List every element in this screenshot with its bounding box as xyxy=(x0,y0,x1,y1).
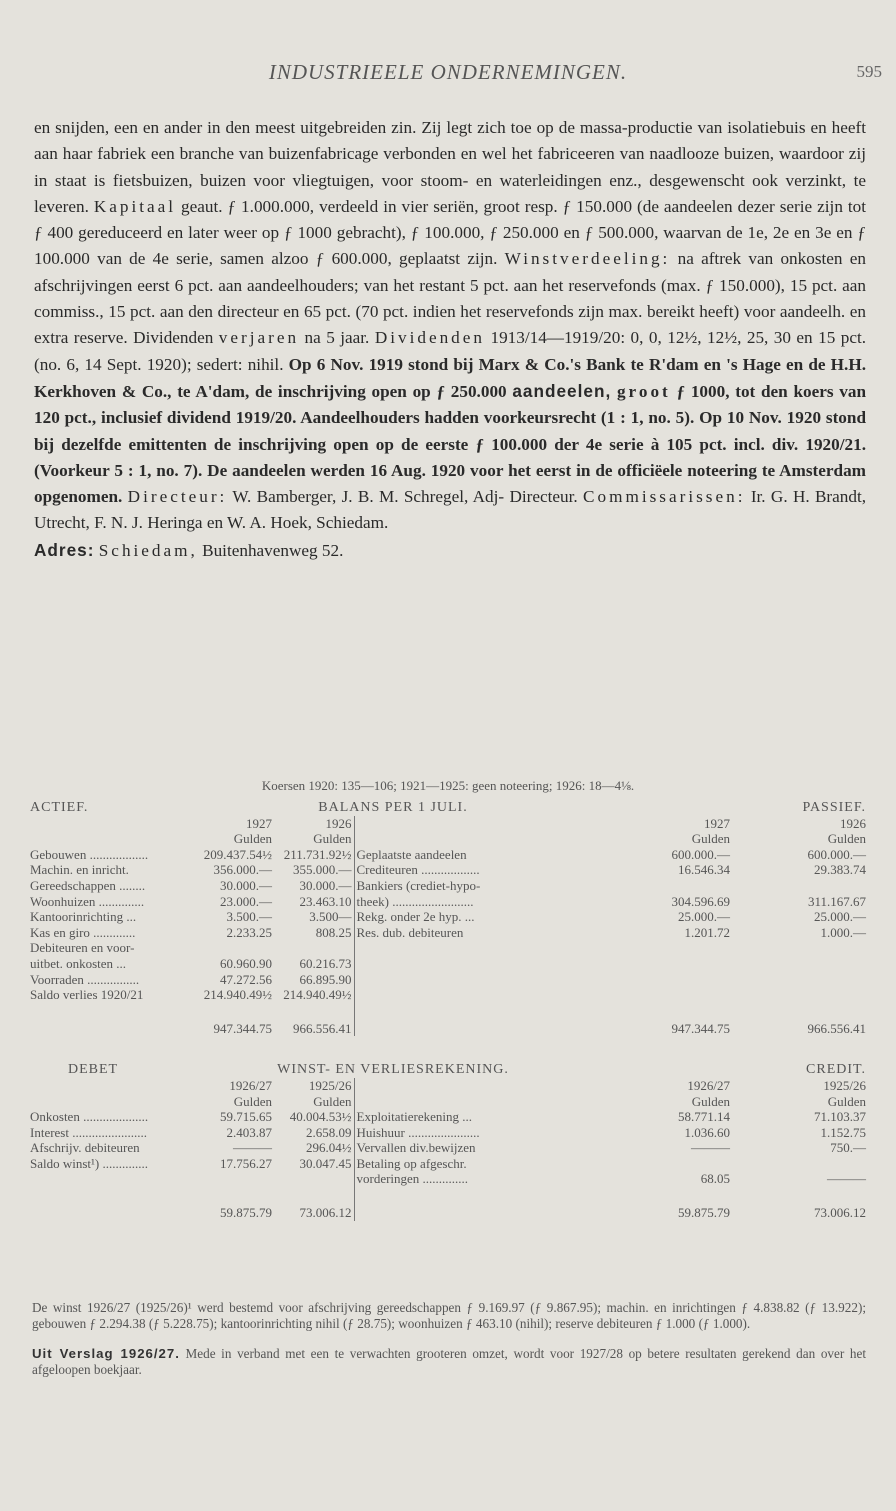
row-value: 16.546.34 xyxy=(678,862,730,878)
company-description xyxy=(34,115,866,564)
row-value xyxy=(732,1156,868,1172)
text-verjaren: na 5 jaar. xyxy=(304,328,370,348)
table-row xyxy=(28,925,868,941)
text-emissie: ƒ 1000, tot den koers van 120 pct., inclusief dividend 1919/20. Aandeelhouders hadden voorkeursrecht (1 : 1, no. 5). Op 10 Nov. 1920 stond bij dezelfde emittenten de inschrijving open op de eerste ƒ 100.000 der 4e serie à 105 pct. incl. div. 1920/21. (Voorkeur 5 : 1, no. 7). De aandeelen werden 16 Aug. 1920 voor het eerst in de officiëele noteering te Amsterdam opgenomen. xyxy=(34,381,867,507)
row-label: vorderingen .............. xyxy=(354,1171,590,1187)
row-label: Betaling op afgeschr. xyxy=(354,1156,590,1172)
row-value: 1.152.75 xyxy=(820,1124,867,1140)
row-label: Kas en giro ............. xyxy=(30,924,136,940)
text-intro: en snijden, een en ander in den meest uitgebreiden zin. Zij legt zich toe op de massa-productie van isolatiebuis en heeft aan haar fabriek een branche van buizenfabricage verbonden en wel het fabriceeren van naadlooze buizen, waardoor zij in staat is fietsbuizen, buizen voor vliegtuigen, voor stoom- en waterleidingen enz., desgewenscht ook verzinkt, te leveren. xyxy=(34,118,866,216)
label-winstverdeeling: Winstverdeeling: xyxy=(504,249,671,269)
year-row xyxy=(28,816,868,832)
label-dividenden: Dividenden xyxy=(374,328,486,348)
row-label: Voorraden ................ xyxy=(30,971,140,987)
table-row xyxy=(28,1156,868,1172)
total-value: 966.556.41 xyxy=(807,1020,866,1036)
label-directeur: Directeur: xyxy=(127,487,228,507)
financial-tables xyxy=(28,778,868,1221)
verslag-label: Uit Verslag 1926/27. xyxy=(32,1346,180,1361)
row-label: Afschrijv. debiteuren xyxy=(30,1140,140,1156)
unit-label: Gulden xyxy=(313,831,352,847)
unit-label: Gulden xyxy=(827,1093,867,1109)
row-label: Vervallen div.bewijzen xyxy=(354,1140,590,1156)
row-value: 30.047.45 xyxy=(299,1155,352,1171)
row-value: 750.— xyxy=(830,1140,867,1156)
row-label: uitbet. onkosten ... xyxy=(30,955,127,971)
total-value: 947.344.75 xyxy=(213,1020,272,1036)
year-b: 1926 xyxy=(325,815,352,831)
table-row xyxy=(28,862,868,878)
row-value: 60.960.90 xyxy=(220,955,272,971)
year-a: 1927 xyxy=(704,815,730,831)
row-value xyxy=(274,940,354,956)
row-label: Crediteuren .................. xyxy=(354,862,590,878)
table-row xyxy=(28,956,868,972)
row-value: 600.000.— xyxy=(671,846,730,862)
label-verjaren: verjaren xyxy=(218,328,300,348)
table-title-row xyxy=(28,1062,868,1078)
unit-label: Gulden xyxy=(233,1093,272,1109)
unit-label: Gulden xyxy=(313,1093,352,1109)
year-a: 1927 xyxy=(246,815,272,831)
text-winstverdeeling: na aftrek van onkosten en afschrijvingen eerst 6 pct. aan aandeelhouders; van het restant 5 pct. aan het reservefonds (max. ƒ 150.000), 15 pct. aan commiss., 15 pct. aan den directeur en 65 pct. (70 pct. indien het reservefonds zijn max. bereikt heeft) voor aandeelh. en extra reserve. Dividenden xyxy=(34,249,866,348)
row-value: 1.201.72 xyxy=(684,924,730,940)
row-label: Gebouwen .................. xyxy=(30,846,149,862)
row-label: Debiteuren en voor- xyxy=(30,940,135,956)
total-value: 947.344.75 xyxy=(671,1020,730,1036)
row-label: Gereedschappen ........ xyxy=(30,877,146,893)
row-value: 59.715.65 xyxy=(220,1109,272,1125)
row-label: Kantoorinrichting ... xyxy=(30,909,137,925)
balans-title: BALANS PER 1 JULI. xyxy=(318,800,468,815)
row-value xyxy=(590,878,732,894)
row-label: Saldo verlies 1920/21 xyxy=(30,987,144,1003)
total-value: 73.006.12 xyxy=(814,1205,867,1221)
text-inschrijving: Op 6 Nov. 1919 stond bij Marx & Co.'s Bank te R'dam en 's Hage en de H.H. Kerkhoven & Co., te A'dam, de inschrijving open op ƒ 250.000 xyxy=(34,354,867,401)
row-value: 30.000.— xyxy=(220,877,272,893)
label-adres: Adres: xyxy=(34,539,95,560)
year-b: 1925/26 xyxy=(308,1077,352,1093)
unit-label: Gulden xyxy=(691,1093,731,1109)
running-title: INDUSTRIEELE ONDERNEMINGEN. xyxy=(268,60,628,84)
row-label: Woonhuizen .............. xyxy=(30,893,145,909)
total-value: 966.556.41 xyxy=(293,1020,352,1036)
row-value: 23.463.10 xyxy=(299,893,352,909)
row-label: Onkosten .................... xyxy=(30,1109,149,1125)
row-value: 58.771.14 xyxy=(678,1109,731,1125)
row-value: 214.940.49½ xyxy=(203,987,272,1003)
row-label: Res. dub. debiteuren xyxy=(354,925,590,941)
winst-right-title: CREDIT. xyxy=(806,1062,867,1078)
row-value: 600.000.— xyxy=(807,846,866,862)
table-row xyxy=(28,972,868,988)
row-label: Huishuur ...................... xyxy=(354,1125,590,1141)
footnote: De winst 1926/27 (1925/26)¹ werd bestemd voor afschrijving gereedschappen ƒ 9.169.97 (ƒ 9.867.95); machin. en inrichtingen ƒ 4.838.82 (ƒ 13.922); gebouwen ƒ 2.294.38 (ƒ 5.228.75); kantoorinrichting nihil (ƒ 28.75); woonhuizen ƒ 463.10 (nihil); reserve debiteuren ƒ 1.000 (ƒ 1.000). xyxy=(32,1300,866,1331)
row-value: 66.895.90 xyxy=(299,971,352,987)
winst-left-title: DEBET xyxy=(68,1062,119,1078)
row-value: 304.596.69 xyxy=(671,893,730,909)
unit-label: Gulden xyxy=(827,831,866,847)
row-value: 2.233.25 xyxy=(226,924,272,940)
table-row xyxy=(28,878,868,894)
verslag-text: Mede in verband met een te verwachten grooteren omzet, wordt voor 1927/28 op betere resultaten gerekend dan over het afgeloopen boekjaar. xyxy=(32,1346,867,1377)
row-value: 1.036.60 xyxy=(684,1124,731,1140)
text-kapitaal: geaut. ƒ 1.000.000, verdeeld in vier seriën, groot resp. ƒ 150.000 (de aandeelen dezer serie zijn tot ƒ 400 gereduceerd en later weer op ƒ 1000 gebracht), ƒ 100.000, ƒ 250.000 en ƒ 500.000, waarvan de 1e, 2e en 3e en ƒ 100.000 van de 4e serie, samen alzoo ƒ 600.000, geplaatst zijn. xyxy=(34,196,867,269)
table-row xyxy=(28,1171,868,1187)
row-label: Saldo winst¹) .............. xyxy=(30,1155,149,1171)
unit-label: Gulden xyxy=(691,831,730,847)
table-title-row xyxy=(28,800,868,816)
row-label: Rekg. onder 2e hyp. ... xyxy=(354,909,590,925)
row-value: 3.500— xyxy=(309,909,352,925)
row-value: 3.500.— xyxy=(226,909,272,925)
year-a: 1926/27 xyxy=(229,1077,272,1093)
row-value: 30.000.— xyxy=(299,877,352,893)
text-commissarissen: Ir. G. H. Brandt, Utrecht, F. N. J. Heringa en W. A. Hoek, Schiedam. xyxy=(34,487,867,533)
text-adres-city: Schiedam, xyxy=(98,540,198,560)
row-value: 214.940.49½ xyxy=(283,987,352,1003)
row-value: 23.000.— xyxy=(220,893,272,909)
row-value: 1.000.— xyxy=(820,924,866,940)
row-label: Machin. en inricht. xyxy=(30,862,129,878)
text-adres-street: Buitenhavenweg 52. xyxy=(202,540,344,560)
row-value: 47.272.56 xyxy=(220,971,272,987)
winst-title: WINST- EN VERLIESREKENING. xyxy=(277,1062,509,1078)
label-aandeelen: aandeelen, xyxy=(512,380,612,401)
page-number: 595 xyxy=(856,62,882,81)
row-value xyxy=(732,878,868,894)
row-value: 71.103.37 xyxy=(814,1109,867,1125)
unit-row xyxy=(28,831,868,847)
row-value xyxy=(196,940,274,956)
table-row xyxy=(28,940,868,956)
row-value: 25.000.— xyxy=(678,909,730,925)
winst-table xyxy=(28,1062,868,1220)
year-b: 1926 xyxy=(840,815,866,831)
table-row xyxy=(28,987,868,1003)
row-value: 296.04½ xyxy=(306,1140,352,1156)
balans-table xyxy=(28,800,868,1036)
row-value: 211.731.92½ xyxy=(283,846,352,862)
text-dividenden: 1913/14—1919/20: 0, 0, 12½, 12½, 25, 30 en 15 pct. (no. 6, 14 Sept. 1920); sedert: nihil. xyxy=(34,328,867,374)
row-value: 29.383.74 xyxy=(814,862,866,878)
total-row xyxy=(28,1021,868,1037)
table-row xyxy=(28,847,868,863)
verslag-paragraph xyxy=(32,1346,866,1378)
total-value: 59.875.79 xyxy=(678,1205,731,1221)
row-value: 25.000.— xyxy=(814,909,866,925)
row-value: 356.000.— xyxy=(213,862,272,878)
row-value: ——— xyxy=(691,1140,731,1156)
row-value: 68.05 xyxy=(700,1171,731,1187)
row-value: 2.403.87 xyxy=(226,1124,272,1140)
year-row xyxy=(28,1078,868,1094)
row-value: 355.000.— xyxy=(293,862,352,878)
balans-left-title: ACTIEF. xyxy=(30,800,89,815)
row-value: 40.004.53½ xyxy=(289,1109,352,1125)
row-value: ——— xyxy=(827,1171,867,1187)
row-label: Geplaatste aandeelen xyxy=(354,847,590,863)
row-value: 60.216.73 xyxy=(299,955,352,971)
row-value: 2.658.09 xyxy=(306,1124,352,1140)
row-value xyxy=(590,1156,732,1172)
row-value: 311.167.67 xyxy=(807,893,866,909)
year-a: 1926/27 xyxy=(687,1077,731,1093)
total-value: 73.006.12 xyxy=(299,1205,352,1221)
row-value: ——— xyxy=(233,1140,272,1156)
row-label: Exploitatierekening ... xyxy=(354,1109,590,1125)
row-value: 17.756.27 xyxy=(220,1155,272,1171)
notes-section xyxy=(32,1300,866,1392)
total-row xyxy=(28,1205,868,1221)
page-header xyxy=(0,60,896,90)
row-value: 209.437.54½ xyxy=(203,846,272,862)
row-label: Interest ....................... xyxy=(30,1124,147,1140)
table-row xyxy=(28,1125,868,1141)
table-row xyxy=(28,894,868,910)
table-row xyxy=(28,1140,868,1156)
koersen-line: Koersen 1920: 135—106; 1921—1925: geen noteering; 1926: 18—4⅛. xyxy=(261,778,635,793)
table-row xyxy=(28,909,868,925)
row-label: theek) ......................... xyxy=(354,894,590,910)
balans-right-title: PASSIEF. xyxy=(802,800,866,815)
row-value: 808.25 xyxy=(315,924,352,940)
label-commissarissen: Commissarissen: xyxy=(583,487,746,507)
unit-row xyxy=(28,1094,868,1110)
year-b: 1925/26 xyxy=(823,1077,867,1093)
row-label: Bankiers (crediet-hypo- xyxy=(354,878,590,894)
table-row xyxy=(28,1109,868,1125)
total-value: 59.875.79 xyxy=(220,1205,272,1221)
unit-label: Gulden xyxy=(233,831,272,847)
label-groot: groot xyxy=(616,381,671,401)
text-directeur: W. Bamberger, J. B. M. Schregel, Adj- Directeur. xyxy=(232,487,578,507)
label-kapitaal: Kapitaal xyxy=(93,196,177,216)
